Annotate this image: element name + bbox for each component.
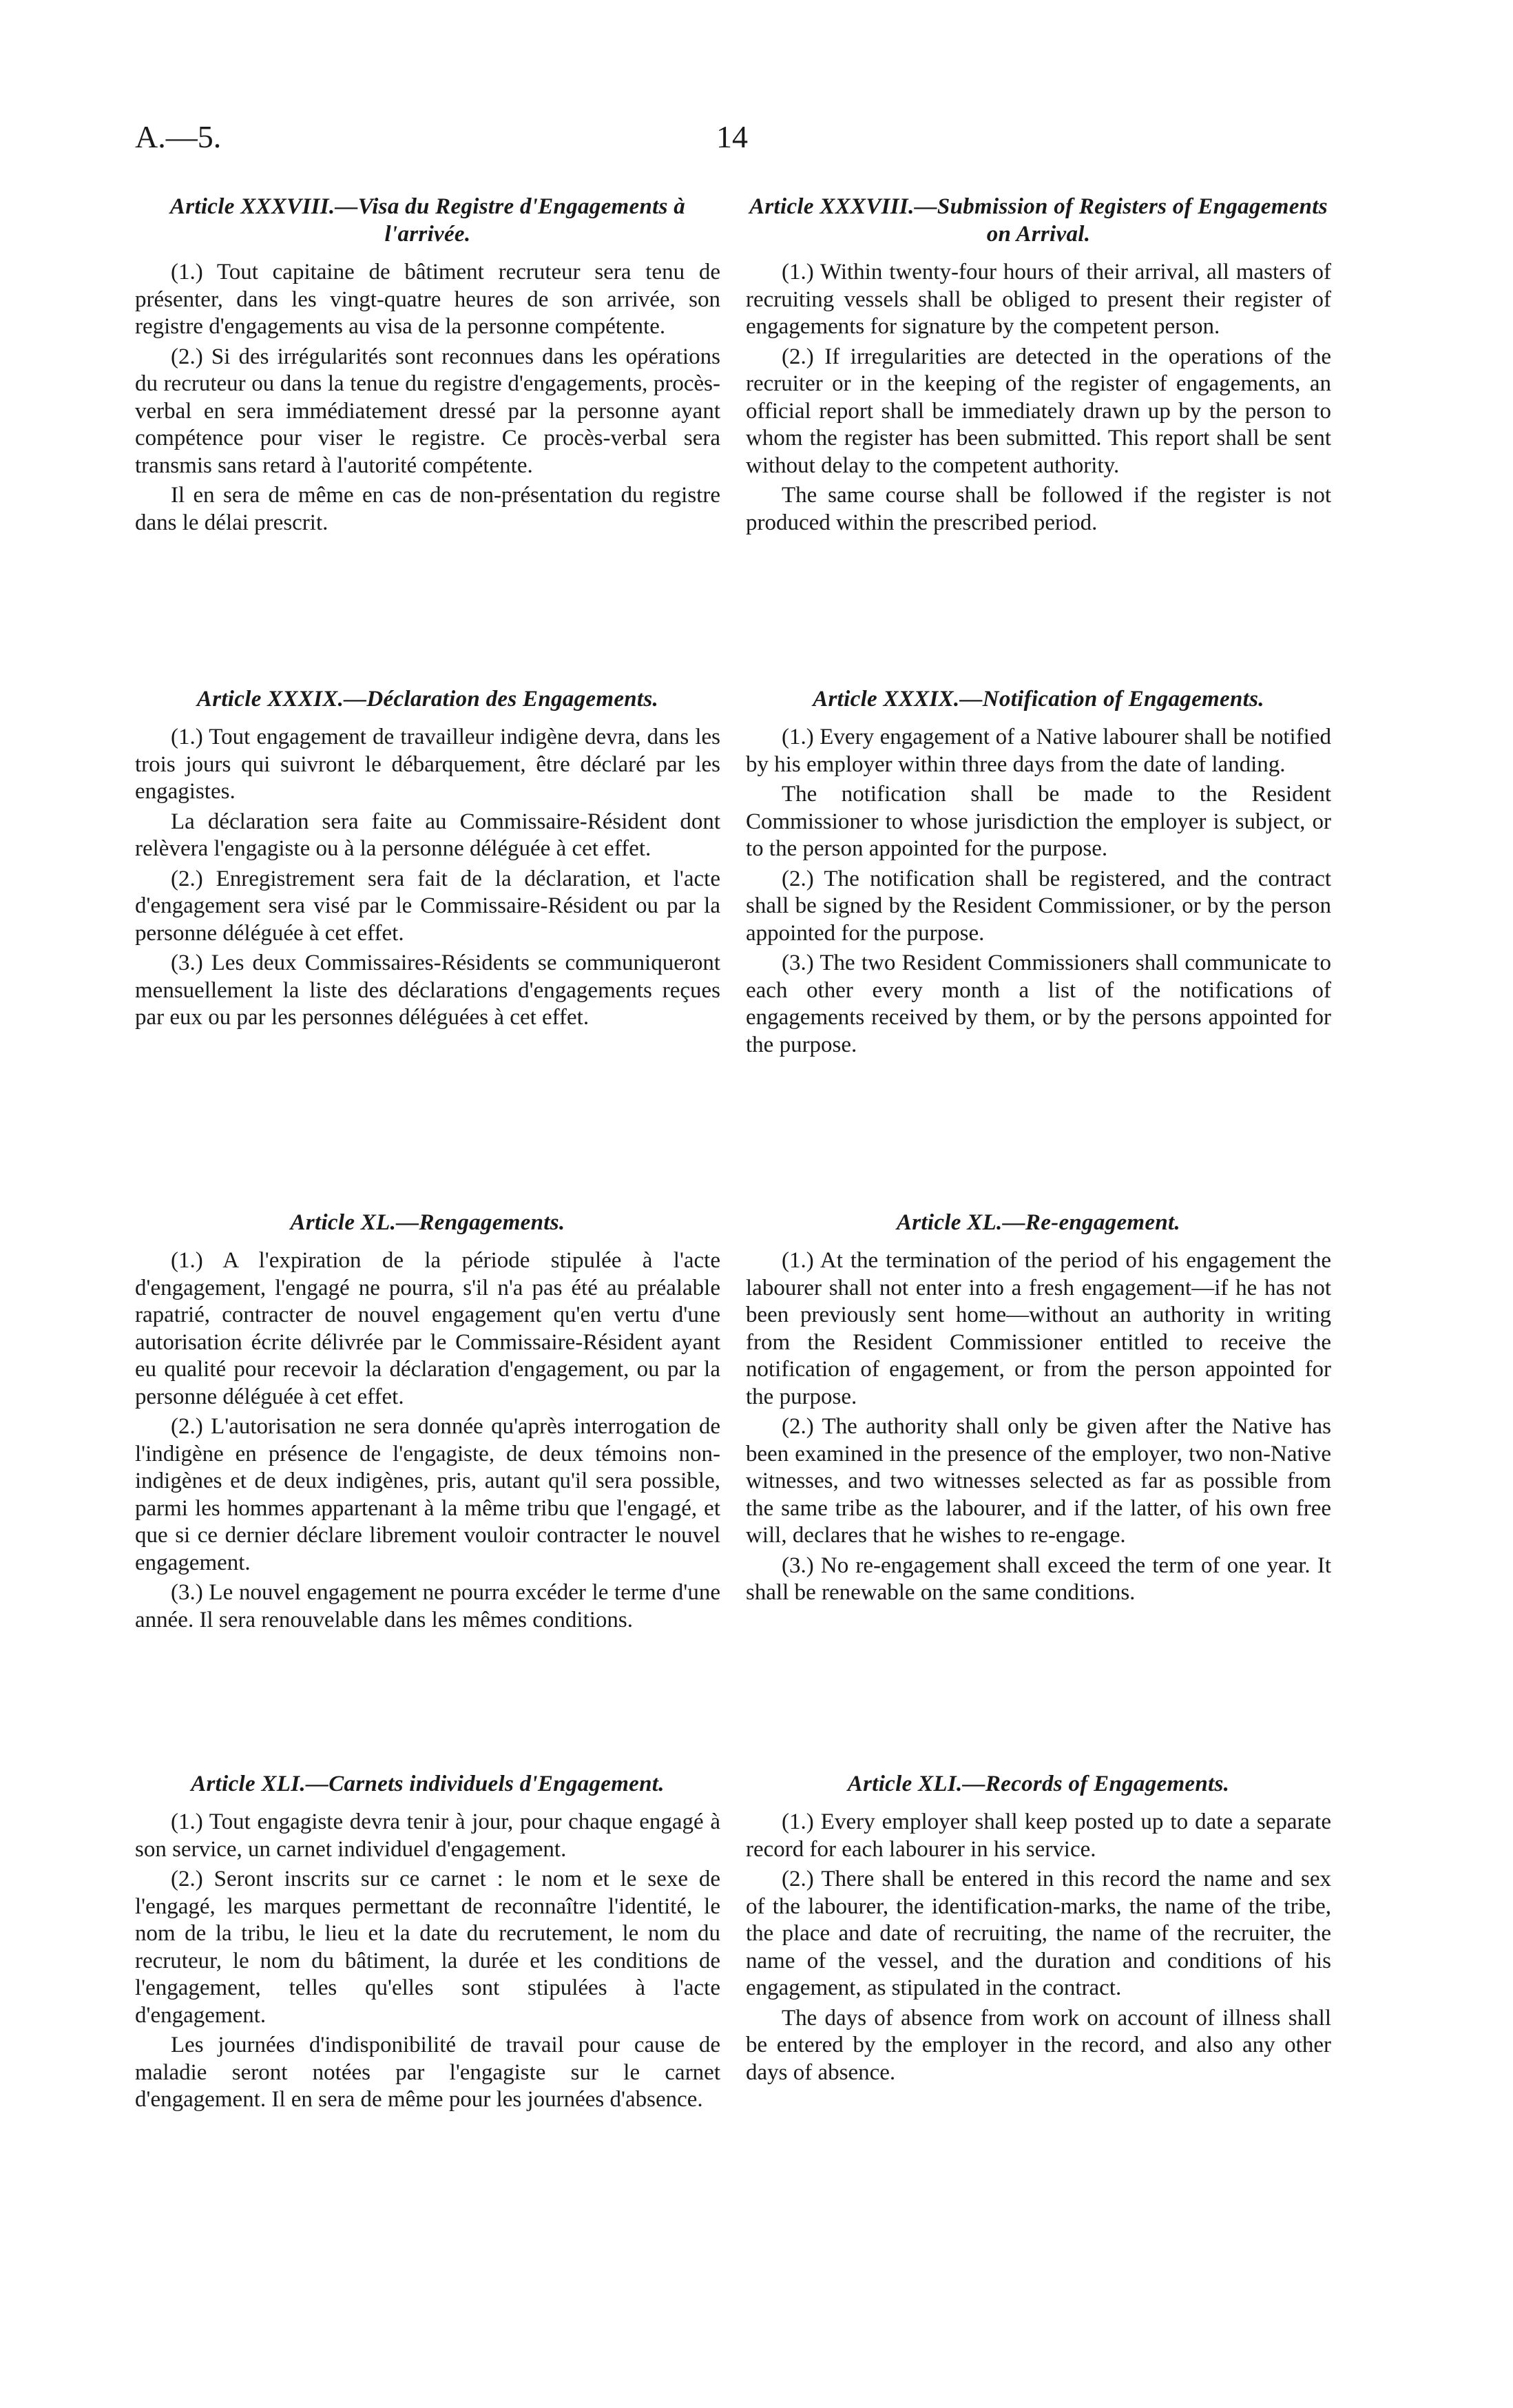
paragraph: (2.) There shall be entered in this record the name and sex of the labourer, the identification-marks, the name of the tribe, the place and date of recruiting, the name of the recruiter, the name of the vessel, and the duration and conditions of his engagement, as stipulated in the contract. bbox=[746, 1867, 1331, 2000]
article-heading: Article XXXIX.—Notification of Engagements. bbox=[813, 687, 1264, 712]
paragraph: La déclaration sera faite au Commissaire-Résident dont relèvera l'engagiste ou à la personne déléguée à cet effet. bbox=[135, 809, 720, 861]
paragraph: (1.) Every employer shall keep posted up to date a separate record for each labourer in his service. bbox=[746, 1809, 1331, 1862]
page-number: 14 bbox=[716, 119, 748, 154]
paragraph: (3.) The two Resident Commissioners shall communicate to each other every month a list of the notifications of engagements received by them, or by the persons appointed for the purpose. bbox=[746, 951, 1331, 1057]
paragraph: The days of absence from work on account of illness shall be entered by the employer in the record, and also any other days of absence. bbox=[746, 2005, 1331, 2085]
article-heading: Article XLI.—Carnets individuels d'Engagement. bbox=[191, 1772, 665, 1796]
paragraph: (2.) L'autorisation ne sera donnée qu'après interrogation de l'indigène en présence de l'engagiste, de deux témoins non-indigènes et de deux indigènes, pris, autant qu'il sera possible, parmi les hommes appartenant à la même tribu que l'engagé, et que si ce dernier déclare librement vouloir contracter le nouvel engagement. bbox=[135, 1414, 720, 1575]
page-header bbox=[0, 118, 1513, 167]
article-heading: Article XL.—Re-engagement. bbox=[896, 1210, 1180, 1235]
paragraph: (1.) Within twenty-four hours of their arrival, all masters of recruiting vessels shall be obliged to present their register of engagements for signature by the competent person. bbox=[746, 260, 1331, 339]
paragraph: (3.) No re-engagement shall exceed the term of one year. It shall be renewable on the same conditions. bbox=[746, 1553, 1331, 1605]
paragraph: (1.) Tout engagiste devra tenir à jour, pour chaque engagé à son service, un carnet individuel d'engagement. bbox=[135, 1809, 720, 1862]
article-heading: Article XXXVIII.—Submission of Registers of Engagements on Arrival. bbox=[749, 194, 1328, 247]
paragraph: (1.) Every engagement of a Native labourer shall be notified by his employer within three days from the date of landing. bbox=[746, 725, 1331, 777]
paragraph: The same course shall be followed if the register is not produced within the prescribed period. bbox=[746, 483, 1331, 535]
paragraph: Il en sera de même en cas de non-présentation du registre dans le délai prescrit. bbox=[135, 483, 720, 535]
article-heading: Article XLI.—Records of Engagements. bbox=[847, 1772, 1230, 1796]
paragraph: (2.) The notification shall be registered, and the contract shall be signed by the Resident Commissioner, or by the person appointed for the purpose. bbox=[746, 866, 1331, 946]
article-39-en bbox=[746, 685, 1331, 1061]
article-40-en bbox=[746, 1209, 1331, 1610]
document-reference: A.—5. bbox=[135, 119, 222, 154]
paragraph: (3.) Les deux Commissaires-Résidents se communiqueront mensuellement la liste des déclarations d'engagements reçues par eux ou par les personnes déléguées à cet effet. bbox=[135, 951, 720, 1030]
paragraph: (2.) Enregistrement sera fait de la déclaration, et l'acte d'engagement sera visé par le Commissaire-Résident ou par la personne déléguée à cet effet. bbox=[135, 866, 720, 946]
article-40-fr bbox=[135, 1209, 720, 1637]
paragraph: (2.) Si des irrégularités sont reconnues dans les opérations du recruteur ou dans la tenue du registre d'engagements, procès-verbal en sera immédiatement dressé par la personne ayant compétence pour viser le registre. Ce procès-verbal sera transmis sans retard à l'autorité compétente. bbox=[135, 344, 720, 478]
article-38-fr bbox=[135, 193, 720, 539]
article-39-fr bbox=[135, 685, 720, 1035]
paragraph: (2.) If irregularities are detected in the operations of the recruiter or in the keeping of the register of engagements, an official report shall be immediately drawn up by the person to whom the register has been submitted. This report shall be sent without delay to the competent authority. bbox=[746, 344, 1331, 478]
article-heading: Article XXXVIII.—Visa du Registre d'Engagements à l'arrivée. bbox=[169, 194, 686, 247]
paragraph: (1.) At the termination of the period of his engagement the labourer shall not enter into a fresh engagement—if he has not been previously sent home—without an authority in writing from the Resident Commissioner entitled to receive the notification of engagement, or from the person appointed for the purpose. bbox=[746, 1248, 1331, 1409]
paragraph: Les journées d'indisponibilité de travail pour cause de maladie seront notées par l'engagiste sur le carnet d'engagement. Il en sera de même pour les journées d'absence. bbox=[135, 2033, 720, 2112]
article-41-en bbox=[746, 1770, 1331, 2089]
paragraph: (1.) A l'expiration de la période stipulée à l'acte d'engagement, l'engagé ne pourra, s'il n'a pas été au préalable rapatrié, contracter de nouvel engagement qu'en vertu d'une autorisation écrite délivrée par le Commissaire-Résident ayant eu qualité pour recevoir la déclaration d'engagement, ou par la personne déléguée à cet effet. bbox=[135, 1248, 720, 1409]
article-41-fr bbox=[135, 1770, 720, 2117]
article-38-en bbox=[746, 193, 1331, 539]
paragraph: (2.) The authority shall only be given after the Native has been examined in the presence of the employer, two non-Native witnesses, and two witnesses selected as far as possible from the same tribe as the labourer, and if the latter, of his own free will, declares that he wishes to re-engage. bbox=[746, 1414, 1331, 1548]
article-heading: Article XXXIX.—Déclaration des Engagements. bbox=[196, 687, 659, 712]
paragraph: (3.) Le nouvel engagement ne pourra excéder le terme d'une année. Il sera renouvelable dans les mêmes conditions. bbox=[135, 1580, 720, 1632]
paragraph: The notification shall be made to the Resident Commissioner to whose jurisdiction the employer is subject, or to the person appointed for the purpose. bbox=[746, 782, 1331, 861]
paragraph: (1.) Tout engagement de travailleur indigène devra, dans les trois jours qui suivront le débarquement, être déclaré par les engagistes. bbox=[135, 725, 720, 804]
paragraph: (2.) Seront inscrits sur ce carnet : le nom et le sexe de l'engagé, les marques permettant de reconnaître l'identité, le nom de la tribu, le lieu et la date du recrutement, le nom du recruteur, le nom du bâtiment, la durée et les conditions de l'engagement, telles qu'elles sont stipulées à l'acte d'engagement. bbox=[135, 1867, 720, 2028]
article-heading: Article XL.—Rengagements. bbox=[290, 1210, 565, 1235]
paragraph: (1.) Tout capitaine de bâtiment recruteur sera tenu de présenter, dans les vingt-quatre heures de son arrivée, son registre d'engagements au visa de la personne compétente. bbox=[135, 260, 720, 339]
